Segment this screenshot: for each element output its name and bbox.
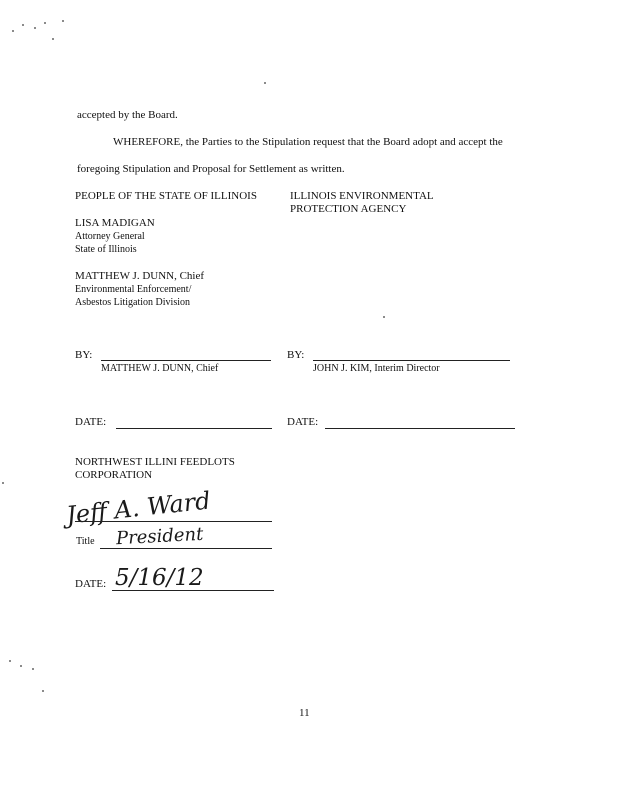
- title-line: [100, 548, 272, 549]
- by-label-right: BY:: [287, 349, 305, 361]
- respondent-name-2: CORPORATION: [75, 469, 153, 481]
- page-number: 11: [299, 707, 310, 719]
- attorney-general-state: State of Illinois: [75, 244, 137, 255]
- respondent-date-line: [112, 590, 274, 591]
- respondent-signature: Jeff A. Ward: [64, 486, 212, 530]
- deputy-division-1: Environmental Enforcement/: [75, 284, 192, 295]
- signature-line-left: [101, 360, 271, 361]
- respondent-date-value: 5/16/12: [115, 565, 204, 591]
- attorney-general-name: LISA MADIGAN: [75, 217, 155, 229]
- date-label-left: DATE:: [75, 416, 107, 428]
- respondent-date-label: DATE:: [75, 578, 107, 590]
- paragraph-continuation: accepted by the Board.: [77, 109, 178, 121]
- iepa-heading-1: ILLINOIS ENVIRONMENTAL: [290, 190, 434, 202]
- iepa-heading-2: PROTECTION AGENCY: [290, 203, 407, 215]
- signer-left: MATTHEW J. DUNN, Chief: [101, 363, 219, 374]
- date-line-left: [116, 428, 272, 429]
- date-line-right: [325, 428, 515, 429]
- signature-line-right: [313, 360, 510, 361]
- date-label-right: DATE:: [287, 416, 319, 428]
- wherefore-line-1: WHEREFORE, the Parties to the Stipulation request that the Board adopt and accept the: [113, 136, 503, 148]
- by-label-left: BY:: [75, 349, 93, 361]
- deputy-division-2: Asbestos Litigation Division: [75, 297, 190, 308]
- respondent-signature-line: [75, 521, 272, 522]
- wherefore-line-2: foregoing Stipulation and Proposal for Settlement as written.: [77, 163, 345, 175]
- attorney-general-title: Attorney General: [75, 231, 145, 242]
- title-label: Title: [76, 536, 95, 547]
- deputy-name: MATTHEW J. DUNN, Chief: [75, 270, 205, 282]
- people-heading: PEOPLE OF THE STATE OF ILLINOIS: [75, 190, 257, 202]
- title-value: President: [115, 523, 204, 550]
- respondent-name-1: NORTHWEST ILLINI FEEDLOTS: [75, 456, 235, 468]
- signer-right: JOHN J. KIM, Interim Director: [313, 363, 440, 374]
